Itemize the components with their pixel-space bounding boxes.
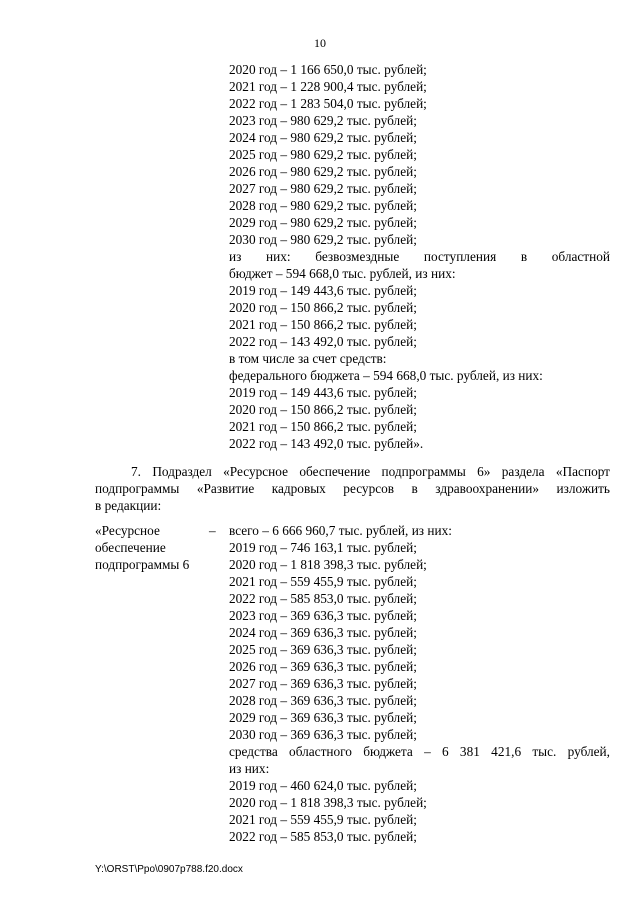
list-item: 2026 год – 369 636,3 тыс. рублей; bbox=[229, 659, 417, 674]
list-item: 2030 год – 980 629,2 тыс. рублей; bbox=[229, 232, 417, 247]
list-item: 2028 год – 369 636,3 тыс. рублей; bbox=[229, 693, 417, 708]
list-item: 2022 год – 1 283 504,0 тыс. рублей; bbox=[229, 96, 427, 111]
list-item: 2025 год – 369 636,3 тыс. рублей; bbox=[229, 642, 417, 657]
list-item: 2019 год – 460 624,0 тыс. рублей; bbox=[229, 778, 417, 793]
list-item: 2019 год – 746 163,1 тыс. рублей; bbox=[229, 540, 417, 555]
list-item: 2022 год – 143 492,0 тыс. рублей; bbox=[229, 334, 417, 349]
list-item: 2024 год – 980 629,2 тыс. рублей; bbox=[229, 130, 417, 145]
list-item: 2028 год – 980 629,2 тыс. рублей; bbox=[229, 198, 417, 213]
list-item: 2030 год – 369 636,3 тыс. рублей; bbox=[229, 727, 417, 742]
list-item: 2027 год – 980 629,2 тыс. рублей; bbox=[229, 181, 417, 196]
list-item: 2020 год – 1 818 398,3 тыс. рублей; bbox=[229, 795, 427, 810]
list-item: 2021 год – 559 455,9 тыс. рублей; bbox=[229, 812, 417, 827]
list-item: 2022 год – 585 853,0 тыс. рублей; bbox=[229, 591, 417, 606]
paragraph-7-line-3: в редакции: bbox=[95, 498, 162, 513]
list-item: 2026 год – 980 629,2 тыс. рублей; bbox=[229, 164, 417, 179]
list-item: 2019 год – 149 443,6 тыс. рублей; bbox=[229, 385, 417, 400]
paragraph-7-line-1: 7. Подраздел «Ресурсное обеспечение подпрограммы 6» раздела «Паспорт bbox=[131, 464, 610, 479]
list-item: 2021 год – 1 228 900,4 тыс. рублей; bbox=[229, 79, 427, 94]
list-item: 2020 год – 150 866,2 тыс. рублей; bbox=[229, 300, 417, 315]
regional-budget-line: средства областного бюджета – 6 381 421,6 тыс. рублей, bbox=[229, 744, 610, 759]
label-dash: – bbox=[209, 523, 216, 538]
page-number: 10 bbox=[314, 36, 326, 50]
resource-label-line-1: «Ресурсное bbox=[95, 523, 160, 538]
list-item: 2027 год – 369 636,3 тыс. рублей; bbox=[229, 676, 417, 691]
gratuitous-total-line: бюджет – 594 668,0 тыс. рублей, из них: bbox=[229, 266, 456, 281]
regional-budget-line-2: из них: bbox=[229, 761, 270, 776]
list-item: 2024 год – 369 636,3 тыс. рублей; bbox=[229, 625, 417, 640]
footer-file-path: Y:\ORST\Ppo\0907p788.f20.docx bbox=[95, 864, 243, 875]
total-line: всего – 6 666 960,7 тыс. рублей, из них: bbox=[229, 523, 452, 538]
resource-label-line-3: подпрограммы 6 bbox=[95, 557, 190, 572]
list-item: 2023 год – 369 636,3 тыс. рублей; bbox=[229, 608, 417, 623]
including-label: в том числе за счет средств: bbox=[229, 351, 387, 366]
list-item: 2021 год – 559 455,9 тыс. рублей; bbox=[229, 574, 417, 589]
list-item: 2021 год – 150 866,2 тыс. рублей; bbox=[229, 419, 417, 434]
gratuitous-receipts-line: из них: безвозмездные поступления в областной bbox=[229, 249, 610, 264]
federal-budget-line: федерального бюджета – 594 668,0 тыс. рублей, из них: bbox=[229, 368, 543, 383]
list-item: 2029 год – 369 636,3 тыс. рублей; bbox=[229, 710, 417, 725]
resource-label-line-2: обеспечение bbox=[95, 540, 166, 555]
list-item: 2020 год – 1 818 398,3 тыс. рублей; bbox=[229, 557, 427, 572]
list-item: 2025 год – 980 629,2 тыс. рублей; bbox=[229, 147, 417, 162]
list-item: 2023 год – 980 629,2 тыс. рублей; bbox=[229, 113, 417, 128]
list-item: 2019 год – 149 443,6 тыс. рублей; bbox=[229, 283, 417, 298]
paragraph-7-line-2: подпрограммы «Развитие кадровых ресурсов в здравоохранении» изложить bbox=[95, 481, 610, 496]
list-item: 2029 год – 980 629,2 тыс. рублей; bbox=[229, 215, 417, 230]
list-item: 2022 год – 585 853,0 тыс. рублей; bbox=[229, 829, 417, 844]
list-item: 2020 год – 1 166 650,0 тыс. рублей; bbox=[229, 62, 427, 77]
list-item: 2021 год – 150 866,2 тыс. рублей; bbox=[229, 317, 417, 332]
list-item: 2020 год – 150 866,2 тыс. рублей; bbox=[229, 402, 417, 417]
list-item: 2022 год – 143 492,0 тыс. рублей». bbox=[229, 436, 424, 451]
